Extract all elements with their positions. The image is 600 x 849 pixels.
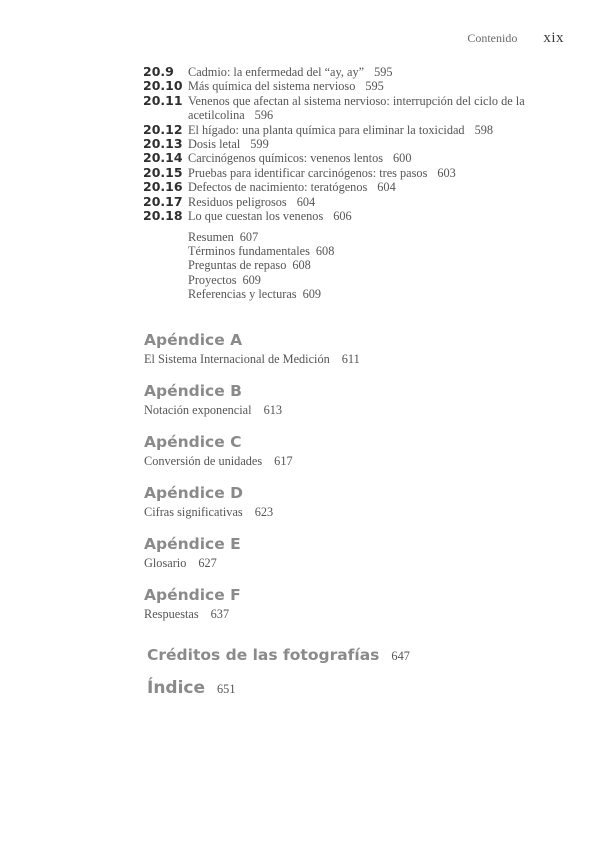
- backmatter-item[interactable]: [188, 287, 334, 301]
- appendix-entry-title: Cifras significativas: [144, 505, 243, 519]
- section-page: 595: [374, 65, 393, 79]
- page-number: xix: [543, 30, 564, 46]
- toc-entry[interactable]: [143, 65, 573, 79]
- toc-entry[interactable]: [143, 151, 573, 165]
- section-page: 599: [250, 137, 269, 152]
- section-number: 20.13: [143, 136, 183, 152]
- appendix-page: 623: [254, 505, 274, 519]
- running-head-label: Contenido: [467, 31, 518, 45]
- toc-entry[interactable]: [143, 209, 573, 223]
- appendix-entry-title: El Sistema Internacional de Medición: [144, 352, 330, 366]
- section-title: El hígado: una planta química para eliminar la toxicidad: [188, 122, 465, 137]
- photo-credits-page: 647: [391, 649, 410, 663]
- section-page: 603: [437, 165, 456, 180]
- backmatter-item[interactable]: [188, 273, 334, 287]
- appendix-entry[interactable]: [144, 453, 360, 470]
- appendix-entry[interactable]: [144, 351, 360, 368]
- section-number: 20.17: [143, 193, 183, 209]
- running-head: [467, 30, 564, 47]
- section-page: 606: [333, 209, 352, 224]
- section-title: Carcinógenos químicos: venenos lentos: [188, 151, 384, 166]
- section-number: 20.9: [143, 64, 174, 79]
- backmatter-title: Proyectos: [188, 272, 237, 287]
- toc-entry[interactable]: [143, 137, 573, 151]
- backmatter-item[interactable]: [188, 244, 334, 258]
- appendix-heading[interactable]: Apéndice B: [144, 382, 242, 400]
- backmatter-title: Resumen: [188, 230, 234, 244]
- backmatter-title: Términos fundamentales: [188, 244, 310, 259]
- appendix-entry-title: Notación exponencial: [144, 403, 252, 417]
- appendix: [144, 482, 360, 521]
- appendix-entry[interactable]: [144, 606, 360, 623]
- appendix-heading[interactable]: Apéndice C: [144, 433, 242, 451]
- section-page: 600: [393, 151, 412, 166]
- section-title: Más química del sistema nervioso: [188, 79, 356, 94]
- backmatter-page: 609: [242, 272, 261, 287]
- backmatter-item[interactable]: [188, 258, 334, 272]
- section-title: Venenos que afectan al sistema nervioso: interrupción del ciclo de la acetilcolina: [188, 93, 525, 123]
- appendix-entry[interactable]: [144, 402, 360, 419]
- toc-entry[interactable]: [143, 123, 573, 137]
- toc-entry[interactable]: [143, 166, 573, 180]
- index-entry[interactable]: [147, 678, 235, 698]
- appendix-heading[interactable]: Apéndice F: [144, 586, 241, 604]
- backmatter-page: 608: [315, 244, 335, 259]
- appendix-page: 617: [274, 454, 293, 468]
- section-number: 20.18: [143, 208, 183, 224]
- section-page: 604: [296, 194, 316, 209]
- appendix: [144, 431, 360, 470]
- section-number: 20.12: [143, 121, 183, 137]
- backmatter-item[interactable]: [188, 230, 334, 244]
- appendix-page: 627: [198, 556, 217, 570]
- appendix-entry-title: Glosario: [144, 556, 187, 570]
- appendix-list: [144, 329, 360, 635]
- section-title: Residuos peligrosos: [188, 194, 287, 209]
- chapter-backmatter: [188, 230, 334, 301]
- section-list: [143, 65, 573, 223]
- appendix-heading[interactable]: Apéndice E: [144, 535, 241, 553]
- section-title: Pruebas para identificar carcinógenos: tres pasos: [188, 165, 428, 180]
- backmatter-title: Referencias y lecturas: [188, 286, 297, 301]
- photo-credits-entry[interactable]: [147, 646, 410, 664]
- backmatter-page: 607: [239, 230, 259, 244]
- appendix-entry[interactable]: [144, 555, 360, 572]
- backmatter-page: 608: [292, 258, 311, 273]
- section-page: 604: [377, 180, 396, 195]
- appendix: [144, 329, 360, 368]
- appendix-entry[interactable]: [144, 504, 360, 521]
- section-title: Cadmio: la enfermedad del “ay, ay”: [188, 65, 365, 79]
- section-page: 596: [254, 108, 274, 123]
- appendix: [144, 533, 360, 572]
- toc-entry[interactable]: [143, 180, 573, 194]
- toc-entry[interactable]: [143, 79, 573, 93]
- section-number: 20.14: [143, 150, 183, 166]
- backmatter-title: Preguntas de repaso: [188, 258, 287, 273]
- photo-credits-heading: Créditos de las fotografías: [147, 646, 380, 664]
- section-title: Defectos de nacimiento: teratógenos: [188, 180, 368, 195]
- appendix-page: 613: [263, 403, 283, 417]
- index-page: 651: [217, 682, 236, 696]
- section-number: 20.10: [143, 78, 183, 94]
- section-number: 20.15: [143, 164, 183, 180]
- toc-entry[interactable]: [143, 94, 573, 123]
- toc-entry[interactable]: [143, 195, 573, 209]
- section-page: 595: [365, 79, 384, 94]
- appendix-heading[interactable]: Apéndice A: [144, 331, 243, 349]
- appendix: [144, 584, 360, 623]
- section-number: 20.16: [143, 179, 183, 195]
- appendix-heading[interactable]: Apéndice D: [144, 484, 244, 502]
- section-title: Dosis letal: [188, 137, 241, 152]
- appendix-entry-title: Respuestas: [144, 607, 199, 621]
- appendix-page: 611: [341, 352, 360, 366]
- index-heading: Índice: [147, 678, 206, 698]
- backmatter-page: 609: [302, 286, 322, 301]
- section-title: Lo que cuestan los venenos: [188, 209, 324, 224]
- appendix-page: 637: [210, 607, 230, 621]
- section-number: 20.11: [143, 92, 183, 108]
- section-page: 598: [474, 122, 494, 137]
- appendix-entry-title: Conversión de unidades: [144, 454, 263, 468]
- appendix: [144, 380, 360, 419]
